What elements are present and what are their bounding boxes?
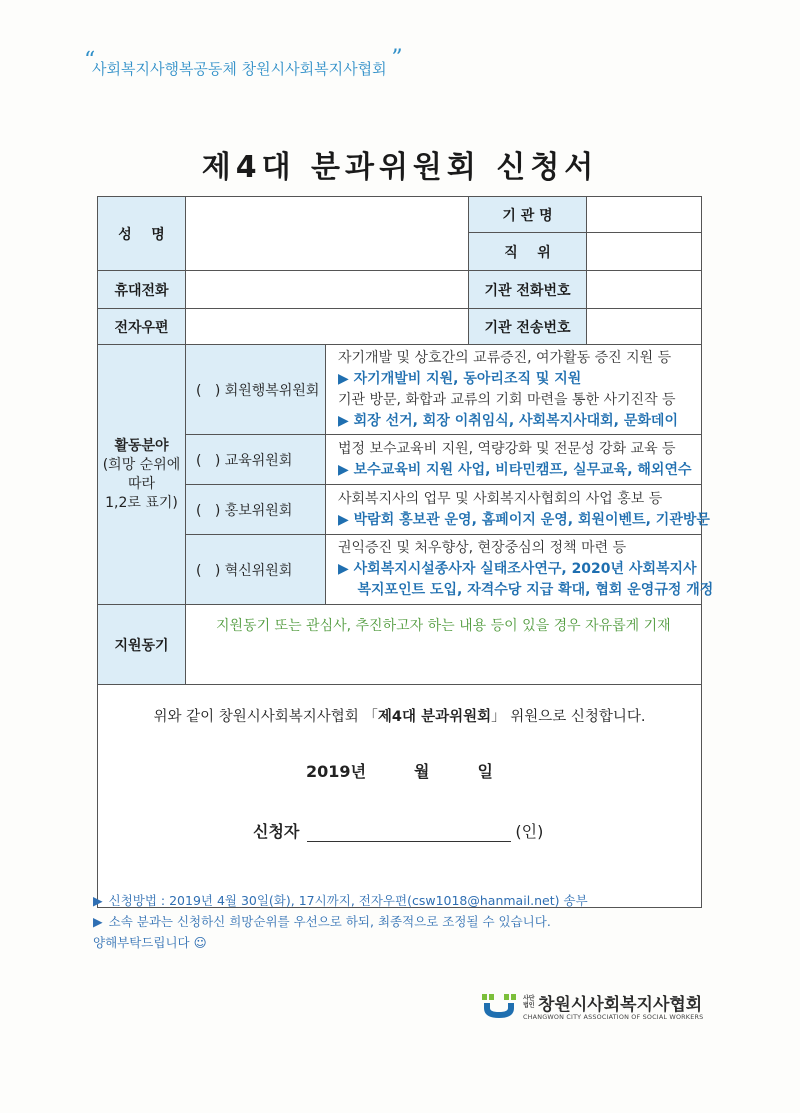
- activity-area-label: [98, 345, 186, 605]
- note-text: 양해부탁드립니다 ☺: [93, 935, 207, 950]
- desc-line: 복지포인트 도입, 자격수당 지급 확대, 협회 운영규정 개정: [338, 582, 714, 598]
- note-text: 신청방법 : 2019년 4월 30일(화), 17시까지, 전자우편(csw1018@hanmail.net) 송부: [108, 893, 588, 908]
- date-month[interactable]: 월: [414, 762, 430, 781]
- note-item: [93, 911, 588, 932]
- quote-close: ”: [391, 46, 403, 71]
- name-field[interactable]: [186, 197, 469, 271]
- logo-english: CHANGWON CITY ASSOCIATION OF SOCIAL WORKERS: [523, 1013, 704, 1021]
- note-item: [93, 890, 588, 911]
- desc-line: ▶ 사회복지시설종사자 실태조사연구, 2020년 사회복지사: [338, 561, 697, 577]
- org-label: 기 관 명: [469, 197, 587, 233]
- activity-note-3: 1,2로 표기): [105, 494, 178, 511]
- committee-pr[interactable]: ( ) 홍보위원회: [186, 485, 326, 535]
- logo-mark-icon: [481, 992, 517, 1020]
- bullet-icon: ▶: [93, 893, 103, 908]
- committee-member-happiness[interactable]: ( ) 회원행복위원회: [186, 345, 326, 435]
- desc-line: ▶ 자기개발비 지원, 동아리조직 및 지원: [338, 370, 582, 387]
- committee-desc-member-happiness: [326, 345, 702, 435]
- seal-mark: (인): [515, 822, 544, 841]
- desc-line: ▶ 박람회 홍보관 운영, 홈페이지 운영, 회원이벤트, 기관방문: [338, 511, 710, 528]
- committee-desc-education: [326, 435, 702, 485]
- org-fax-label: 기관 전송번호: [469, 309, 587, 345]
- email-label: 전자우편: [98, 309, 186, 345]
- applicant-signature: [253, 819, 543, 842]
- desc-line: ▶ 보수교육비 지원 사업, 비타민캠프, 실무교육, 해외연수: [338, 461, 692, 478]
- mobile-field[interactable]: [186, 271, 469, 309]
- logo-name: 창원시사회복지사협회: [538, 995, 703, 1015]
- header-slogan: [84, 46, 403, 79]
- org-phone-label: 기관 전화번호: [469, 271, 587, 309]
- signature-line[interactable]: [307, 823, 511, 842]
- activity-note-2: 따라: [127, 475, 156, 492]
- desc-line: ▶ 회장 선거, 회장 이취임식, 사회복지사대회, 문화데이: [338, 412, 678, 429]
- desc-line: 자기개발 및 상호간의 교류증진, 여가활동 증진 지원 등: [338, 349, 672, 366]
- committee-desc-innovation: [326, 535, 714, 605]
- application-form: [97, 196, 714, 908]
- logo-small-1: 사단: [523, 995, 535, 1002]
- page-title: 제4대 분과위원회 신청서: [201, 150, 599, 185]
- desc-line: 기관 방문, 화합과 교류의 기회 마련을 통한 사기진작 등: [338, 391, 676, 408]
- desc-line: 사회복지사의 업무 및 사회복지사협회의 사업 홍보 등: [338, 490, 663, 507]
- motive-label: 지원동기: [98, 605, 186, 685]
- logo-small-2: 법인: [523, 1002, 535, 1009]
- bullet-icon: ▶: [93, 914, 103, 929]
- activity-title: 활동분야: [114, 437, 169, 454]
- activity-note-1: (희망 순위에: [102, 456, 181, 473]
- committee-education[interactable]: ( ) 교육위원회: [186, 435, 326, 485]
- motive-field[interactable]: 지원동기 또는 관심사, 추진하고자 하는 내용 등이 있을 경우 자유롭게 기재: [186, 605, 702, 685]
- org-phone-field[interactable]: [587, 271, 702, 309]
- position-label: 직 위: [469, 233, 587, 271]
- desc-line: 법정 보수교육비 지원, 역량강화 및 전문성 강화 교육 등: [338, 440, 676, 457]
- association-logo: [481, 990, 711, 1030]
- position-field[interactable]: [587, 233, 702, 271]
- committee-desc-pr: [326, 485, 710, 535]
- date-day[interactable]: 일: [477, 762, 493, 781]
- pledge-statement: [98, 705, 701, 726]
- note-text: 소속 분과는 신청하신 희망순위를 우선으로 하되, 최종적으로 조정될 수 있습니다.: [108, 914, 551, 929]
- pledge-suffix: 」 위원으로 신청합니다.: [491, 709, 646, 725]
- application-date: [98, 759, 701, 782]
- notes: [93, 890, 588, 953]
- org-fax-field[interactable]: [587, 309, 702, 345]
- desc-line: 권익증진 및 처우향상, 현장중심의 정책 마련 등: [338, 540, 627, 556]
- mobile-label: 휴대전화: [98, 271, 186, 309]
- logo-corp-mark: [523, 995, 535, 1009]
- committee-innovation[interactable]: ( ) 혁신위원회: [186, 535, 326, 605]
- pledge-prefix: 위와 같이 창원시사회복지사협회 「: [153, 709, 378, 725]
- applicant-label: 신청자: [253, 822, 300, 841]
- pledge-bold: 제4대 분과위원회: [377, 709, 492, 725]
- pledge-section: [98, 685, 702, 908]
- email-field[interactable]: [186, 309, 469, 345]
- note-item: [93, 932, 588, 953]
- date-year: 2019년: [306, 762, 367, 781]
- quote-open: “: [84, 48, 96, 73]
- name-label: 성 명: [98, 197, 186, 271]
- slogan-text: 사회복지사행복공동체 창원시사회복지사협회: [92, 60, 387, 78]
- org-field[interactable]: [587, 197, 702, 233]
